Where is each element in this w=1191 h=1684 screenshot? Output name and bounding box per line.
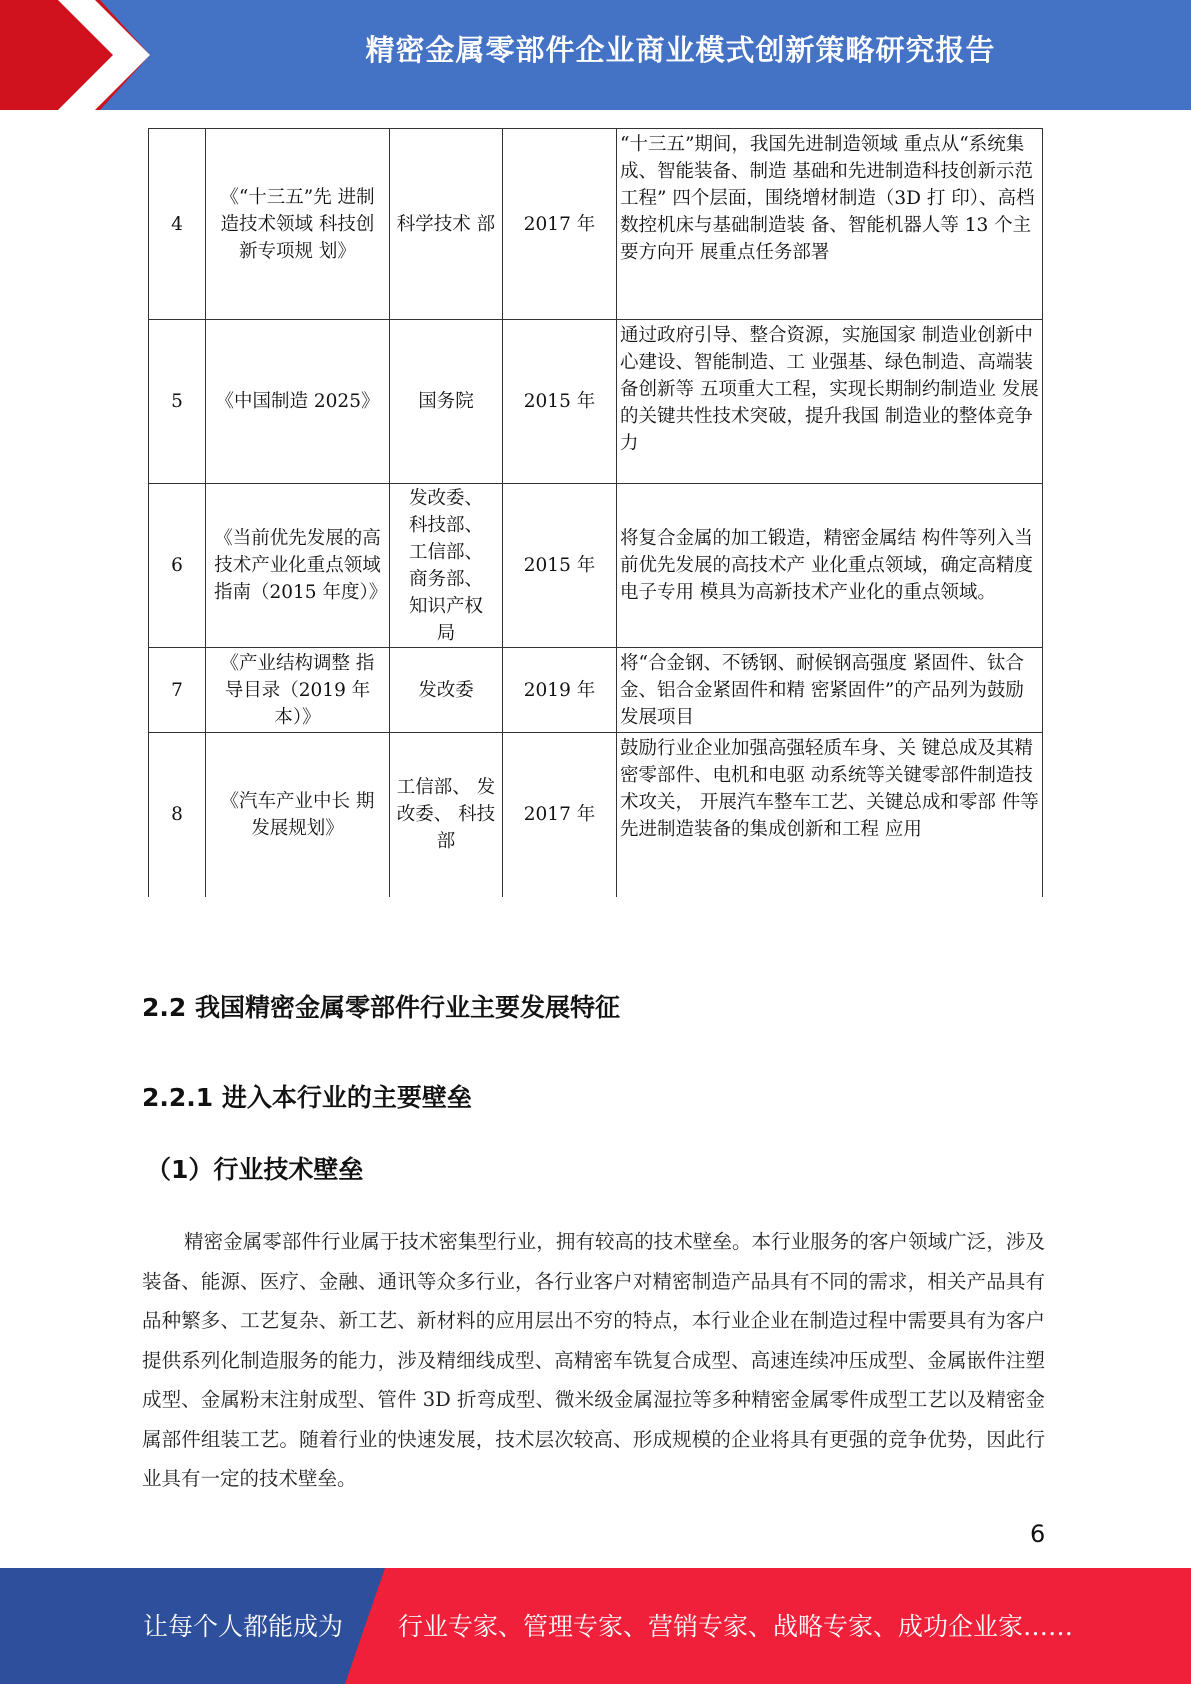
page-header: [0, 0, 1191, 110]
issuing-department: 发改委、科技部、工信部、商务部、知识产权局: [390, 484, 503, 648]
issue-year: 2017 年: [503, 129, 617, 320]
policy-description: 鼓励行业企业加强高强轻质车身、关 键总成及其精密零部件、电机和电驱 动系统等关键零部件制造技术攻关， 开展汽车整车工艺、关键总成和零部 件等先进制造装备的集成创新和工程 应用: [617, 733, 1043, 897]
sub-subsection-heading: （1）行业技术壁垒: [146, 1155, 364, 1184]
policy-name: 《产业结构调整 指导目录（2019 年本）》: [206, 648, 390, 733]
issuing-department: 发改委: [390, 648, 503, 733]
row-number: 8: [149, 733, 206, 897]
table-row: [149, 320, 1043, 484]
policy-table: [148, 128, 1043, 897]
table-row: [149, 484, 1043, 648]
issue-year: 2019 年: [503, 648, 617, 733]
policy-name: 《当前优先发展的高技术产业化重点领域指南（2015 年度）》: [206, 484, 390, 648]
footer-slogan-left: 让每个人都能成为: [143, 1612, 344, 1641]
issue-year: 2015 年: [503, 484, 617, 648]
row-number: 5: [149, 320, 206, 484]
policy-name: 《中国制造 2025》: [206, 320, 390, 484]
table-row: [149, 648, 1043, 733]
policy-description: 将“合金钢、不锈钢、耐候钢高强度 紧固件、钛合金、铝合金紧固件和精 密紧固件”的产品列为鼓励发展项目: [617, 648, 1043, 733]
issuing-department: 科学技术 部: [390, 129, 503, 320]
policy-description: “十三五”期间，我国先进制造领域 重点从“系统集成、智能装备、制造 基础和先进制造科技创新示范工程” 四个层面，围绕增材制造（3D 打 印）、高档数控机床与基础制造装 备、智能机器人等 13 个主要方向开 展重点任务部署: [617, 129, 1043, 320]
report-title: 精密金属零部件企业商业模式创新策略研究报告: [365, 33, 996, 67]
body-paragraph: 精密金属零部件行业属于技术密集型行业，拥有较高的技术壁垒。本行业服务的客户领域广泛，涉及装备、能源、医疗、金融、通讯等众多行业，各行业客户对精密制造产品具有不同的需求，相关产品具有品种繁多、工艺复杂、新工艺、新材料的应用层出不穷的特点，本行业企业在制造过程中需要具有为客户提供系列化制造服务的能力，涉及精细线成型、高精密车铣复合成型、高速连续冲压成型、金属嵌件注塑成型、金属粉末注射成型、管件 3D 折弯成型、微米级金属湿拉等多种精密金属零件成型工艺以及精密金属部件组装工艺。随着行业的快速发展，技术层次较高、形成规模的企业将具有更强的竞争优势，因此行业具有一定的技术壁垒。: [142, 1230, 1045, 1490]
issue-year: 2017 年: [503, 733, 617, 897]
footer-slogan-right: 行业专家、管理专家、营销专家、战略专家、成功企业家……: [398, 1612, 1074, 1641]
row-number: 6: [149, 484, 206, 648]
subsection-heading: 2.2.1 进入本行业的主要壁垒: [142, 1083, 472, 1112]
row-number: 7: [149, 648, 206, 733]
table-row: [149, 129, 1043, 320]
policy-name: 《“十三五”先 进制造技术领域 科技创新专项规 划》: [206, 129, 390, 320]
table-row: [149, 733, 1043, 897]
issuing-department: 国务院: [390, 320, 503, 484]
policy-description: 将复合金属的加工锻造，精密金属结 构件等列入当前优先发展的高技术产 业化重点领域，确定高精度电子专用 模具为高新技术产业化的重点领域。: [617, 484, 1043, 648]
row-number: 4: [149, 129, 206, 320]
section-heading: 2.2 我国精密金属零部件行业主要发展特征: [142, 993, 620, 1022]
page-footer: [0, 1568, 1191, 1684]
issue-year: 2015 年: [503, 320, 617, 484]
page-number: 6: [1030, 1520, 1046, 1548]
policy-description: 通过政府引导、整合资源，实施国家 制造业创新中心建设、智能制造、工 业强基、绿色制造、高端装备创新等 五项重大工程，实现长期制约制造业 发展的关键共性技术突破，提升我国 制造业的整体竞争力: [617, 320, 1043, 484]
issuing-department: 工信部、 发改委、 科技部: [390, 733, 503, 897]
policy-name: 《汽车产业中长 期发展规划》: [206, 733, 390, 897]
